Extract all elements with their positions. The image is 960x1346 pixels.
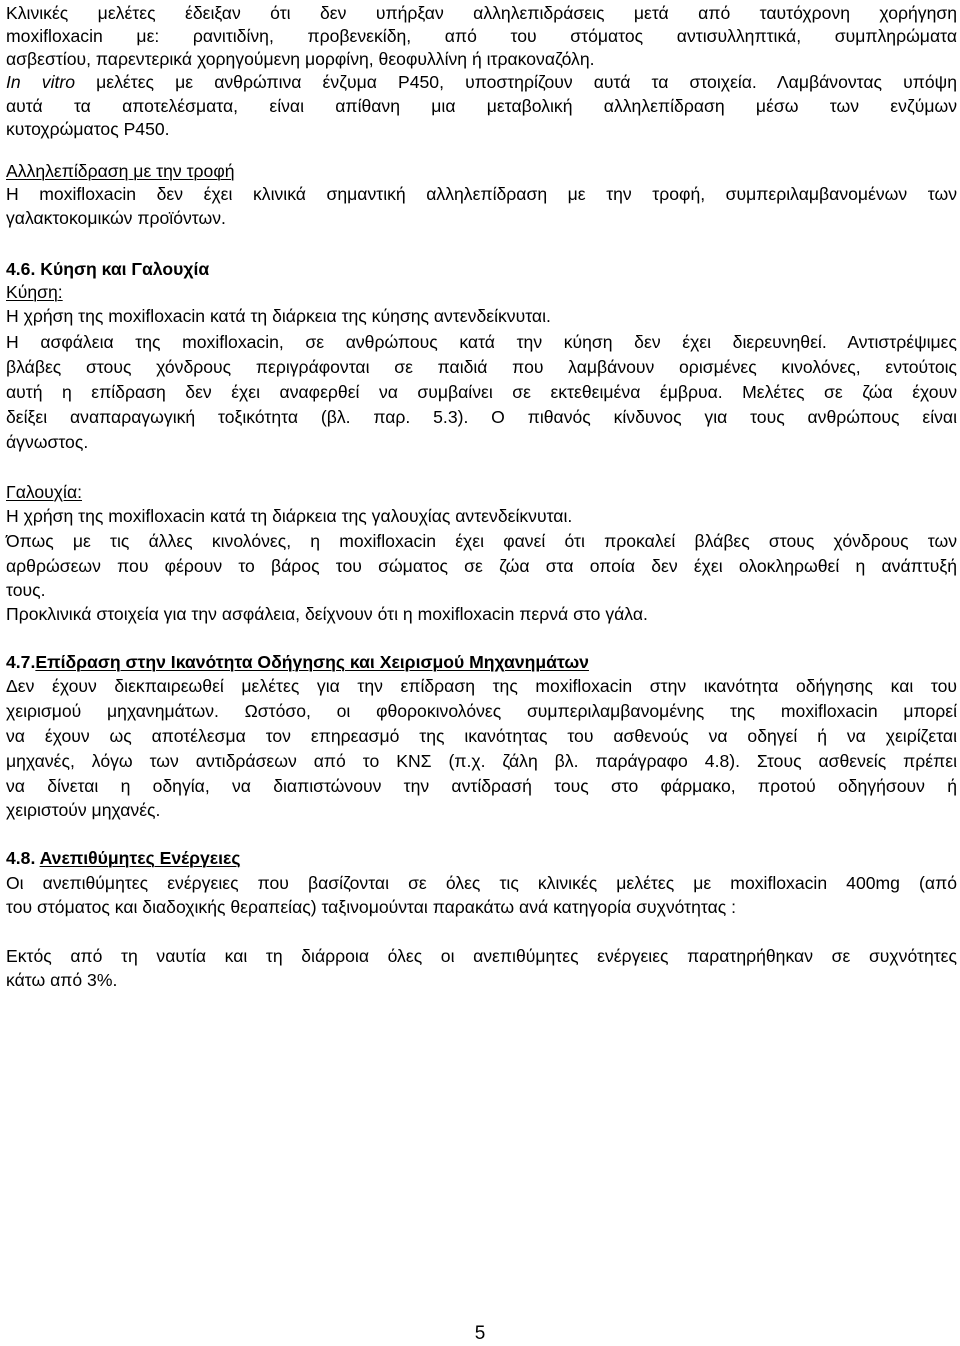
text-line: αυτά τα αποτελέσματα, είναι απίθανη μια μεταβολική αλληλεπίδραση μέσω των ενζύμων	[6, 96, 957, 116]
food-heading: Αλληλεπίδραση με την τροφή	[6, 161, 235, 181]
in-vitro-italic: In vitro	[6, 72, 76, 92]
text-line: ασβεστίου, παρεντερικά χορηγούμενη μορφίνη, θεοφυλλίνη ή ιτρακοναζόλη.	[6, 49, 595, 69]
section-title: Κύηση και Γαλουχία	[40, 259, 210, 279]
text-line: Η χρήση της moxifloxacin κατά τη διάρκεια της κύησης αντενδείκνυται.	[6, 306, 551, 326]
section-heading-4-7	[6, 650, 957, 674]
text-line: να έχουν ως αποτέλεσμα τον επηρεασμό της ικανότητας του ασθενούς να οδηγεί ή να χειρίζεται	[6, 726, 957, 746]
text-line: Προκλινικά στοιχεία για την ασφάλεια, δείχνουν ότι η moxifloxacin περνά στο γάλα.	[6, 604, 648, 624]
section-number: 4.7.	[6, 652, 36, 672]
text-line: χειριστούν μηχανές.	[6, 800, 161, 820]
text-line: γαλακτοκομικών προϊόντων.	[6, 208, 226, 228]
section-number: 4.6.	[6, 259, 36, 279]
text-line: του στόματος και διαδοχικής θεραπείας) ταξινομούνται παρακάτω ανά κατηγορία συχνότητας :	[6, 897, 737, 917]
text-line: Η moxifloxacin δεν έχει κλινικά σημαντική αλληλεπίδραση με την τροφή, συμπεριλαμβανομένων των	[6, 184, 957, 204]
pregnancy-label: Κύηση:	[6, 282, 63, 302]
text-line: Κλινικές μελέτες έδειξαν ότι δεν υπήρξαν αλληλεπιδράσεις μετά από ταυτόχρονη χορήγηση	[6, 3, 957, 23]
lactation-label: Γαλουχία:	[6, 482, 83, 502]
section-title: Επίδραση στην Ικανότητα Οδήγησης και Χειρισμού Μηχανημάτων	[35, 652, 589, 672]
section-heading-4-8	[6, 846, 957, 870]
text-line: moxifloxacin με: ρανιτιδίνη, προβενεκίδη, από του στόματος αντισυλληπτικά, συμπληρώματα	[6, 26, 957, 46]
section-heading-4-6	[6, 257, 957, 281]
text-line: να δίνεται η οδηγία, να διαπιστώνουν την αντίδρασή τους στο φάρμακο, προτού οδηγήσουν ή	[6, 776, 957, 796]
text-line	[6, 70, 957, 94]
text-line: Η ασφάλεια της moxifloxacin, σε ανθρώπους κατά την κύηση δεν έχει διερευνηθεί. Αντιστρέψιμες	[6, 332, 957, 352]
section-title: Ανεπιθύμητες Ενέργειες	[39, 848, 241, 868]
subheading-pregnancy	[6, 280, 957, 304]
page-number: 5	[474, 1323, 486, 1344]
text-line: μηχανές, λόγω των αντιδράσεων από το ΚΝΣ (π.χ. ζάλη βλ. παράγραφο 4.8). Στους ασθενείς πρέπει	[6, 751, 957, 771]
text-line: Η χρήση της moxifloxacin κατά τη διάρκεια της γαλουχίας αντενδείκνυται.	[6, 506, 573, 526]
text-line: κάτω από 3%.	[6, 970, 118, 990]
text-line: αρθρώσεων που φέρουν το βάρος του σώματος σε ζώα στα οποία δεν έχει ολοκληρωθεί η ανάπτυξή	[6, 556, 957, 576]
subheading-lactation	[6, 480, 957, 504]
subheading-food	[6, 159, 957, 183]
section-number: 4.8.	[6, 848, 36, 868]
text-line: Οι ανεπιθύμητες ενέργειες που βασίζονται σε όλες τις κλινικές μελέτες με moxifloxacin 400mg (από	[6, 873, 957, 893]
text-line: άγνωστος.	[6, 432, 89, 452]
text-line: αυτή η επίδραση δεν έχει αναφερθεί να συμβαίνει σε εκτεθειμένα έμβρυα. Μελέτες σε ζώα έχουν	[6, 382, 957, 402]
text-line: Εκτός από τη ναυτία και τη διάρροια όλες οι ανεπιθύμητες ενέργειες παρατηρήθηκαν σε συχνότητες	[6, 946, 957, 966]
in-vitro-text: μελέτες με ανθρώπινα ένζυμα P450, υποστηρίζουν αυτά τα στοιχεία. Λαμβάνοντας υπόψη	[75, 72, 957, 92]
text-line: Δεν έχουν διεκπαιρεωθεί μελέτες για την επίδραση της moxifloxacin στην ικανότητα οδήγησης και του	[6, 676, 957, 696]
text-line: Όπως με τις άλλες κινολόνες, η moxifloxacin έχει φανεί ότι προκαλεί βλάβες στους χόνδρους των	[6, 531, 957, 551]
text-line: χειρισμού μηχανημάτων. Ωστόσο, οι φθοροκινολόνες συμπεριλαμβανομένης της moxifloxacin μπορεί	[6, 701, 957, 721]
text-line: τους.	[6, 580, 46, 600]
text-line: βλάβες στους χόνδρους περιγράφονται σε παιδιά που λαμβάνουν ορισμένες κινολόνες, εντούτοις	[6, 357, 957, 377]
text-line: κυτοχρώματος P450.	[6, 119, 170, 139]
text-line: δείξει αναπαραγωγική τοξικότητα (βλ. παρ. 5.3). Ο πιθανός κίνδυνος για τους ανθρώπους είναι	[6, 407, 957, 427]
